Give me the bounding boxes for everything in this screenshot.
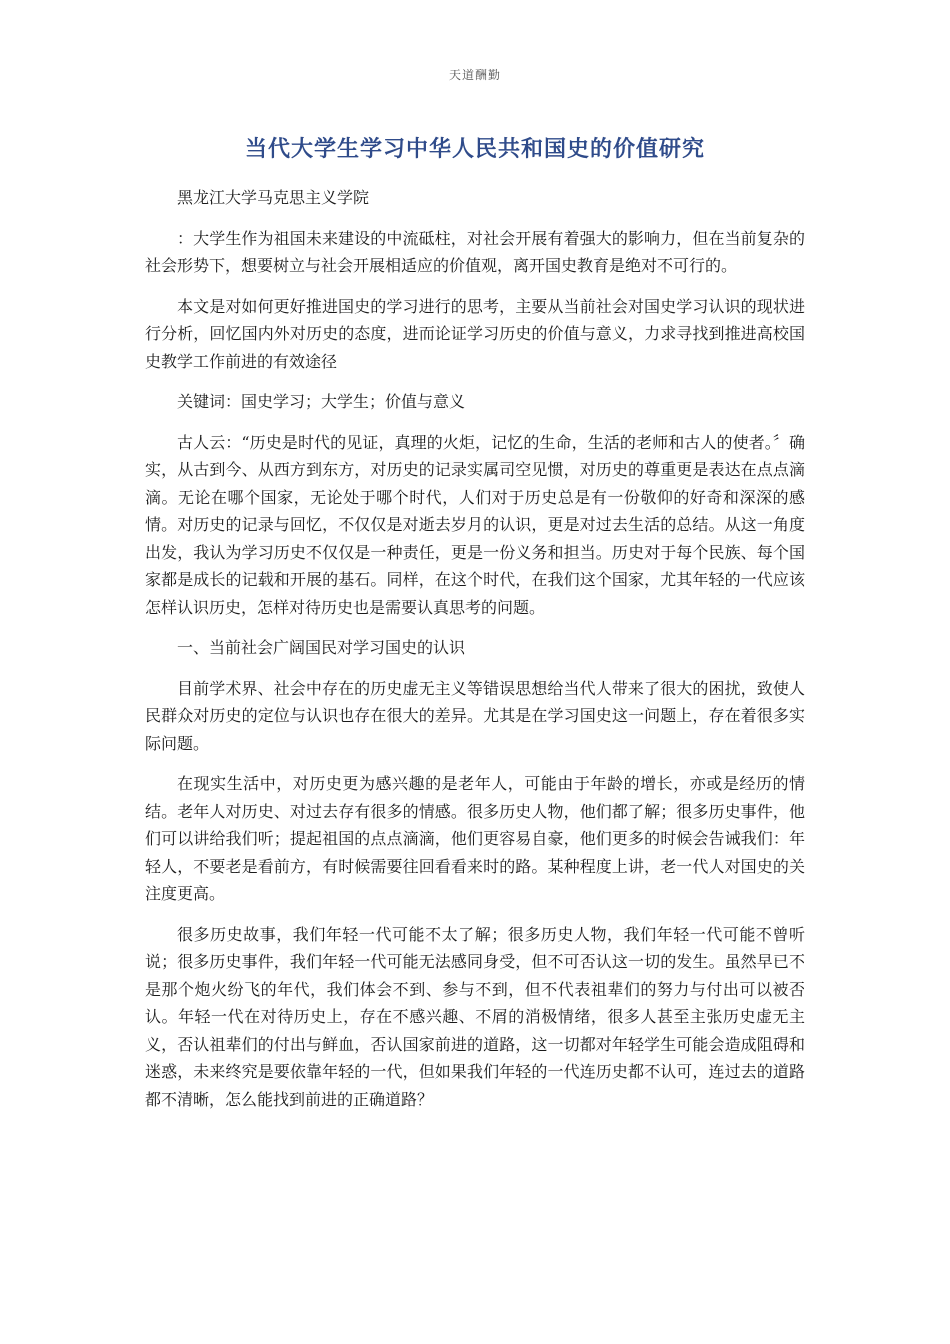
- body-paragraph: 古人云：“历史是时代的见证，真理的火炬，记忆的生命，生活的老师和古人的使者。〞确实，从古到今、从西方到东方，对历史的记录实属司空见惯，对历史的尊重更是表达在点点滴滴。无论在哪个国家，无论处于哪个时代，人们对于历史总是有一份敬仰的好奇和深深的感情。对历史的记录与回忆，不仅仅是对逝去岁月的认识，更是对过去生活的总结。从这一角度出发，我认为学习历史不仅仅是一种责任，更是一份义务和担当。历史对于每个民族、每个国家都是成长的记载和开展的基石。同样，在这个时代，在我们这个国家，尤其年轻的一代应该怎样认识历史，怎样对待历史也是需要认真思考的问题。: [145, 432, 805, 617]
- document-title: 当代大学生学习中华人民共和国史的价值研究: [244, 137, 705, 162]
- abstract-paragraph: ：大学生作为祖国未来建设的中流砥柱，对社会开展有着强大的影响力，但在当前复杂的社会形势下，想要树立与社会开展相适应的价值观，离开国史教育是绝对不可行的。: [145, 228, 805, 275]
- section-heading: 一、当前社会广阔国民对学习国史的认识: [177, 638, 466, 657]
- body-paragraph: 很多历史故事，我们年轻一代可能不太了解；很多历史人物，我们年轻一代可能不曾听说；很多历史事件，我们年轻一代可能无法感同身受，但不可否认这一切的发生。虽然早已不是那个炮火纷飞的年代，我们体会不到、参与不到，但不代表祖辈们的努力与付出可以被否认。年轻一代在对待历史上，存在不感兴趣、不屑的消极情绪，很多人甚至主张历史虚无主义，否认祖辈们的付出与鲜血，否认国家前进的道路，这一切都对年轻学生可能会造成阻碍和迷惑，未来终究是要依靠年轻的一代，但如果我们年轻的一代连历史都不认可，连过去的道路都不清晰，怎么能找到前进的正确道路？: [145, 924, 805, 1109]
- running-header: 天道酬勤: [448, 68, 501, 82]
- intro-paragraph: 本文是对如何更好推进国史的学习进行的思考，主要从当前社会对国史学习认识的现状进行分析，回忆国内外对历史的态度，进而论证学习历史的价值与意义，力求寻找到推进高校国史教学工作前进的有效途径: [145, 296, 805, 371]
- keywords: 关键词：国史学习；大学生；价值与意义: [177, 392, 466, 411]
- affiliation: 黑龙江大学马克思主义学院: [177, 188, 370, 207]
- document-body: [145, 184, 805, 1126]
- body-paragraph: 在现实生活中，对历史更为感兴趣的是老年人，可能由于年龄的增长，亦或是经历的情结。老年人对历史、对过去存有很多的情感。很多历史人物，他们都了解；很多历史事件，他们可以讲给我们听；提起祖国的点点滴滴，他们更容易自豪，他们更多的时候会告诫我们：年轻人，不要老是看前方，有时候需要往回看看来时的路。某种程度上讲，老一代人对国史的关注度更高。: [145, 774, 805, 903]
- body-paragraph: 目前学术界、社会中存在的历史虚无主义等错误思想给当代人带来了很大的困扰，致使人民群众对历史的定位与认识也存在很大的差异。尤其是在学习国史这一问题上，存在着很多实际问题。: [145, 678, 805, 753]
